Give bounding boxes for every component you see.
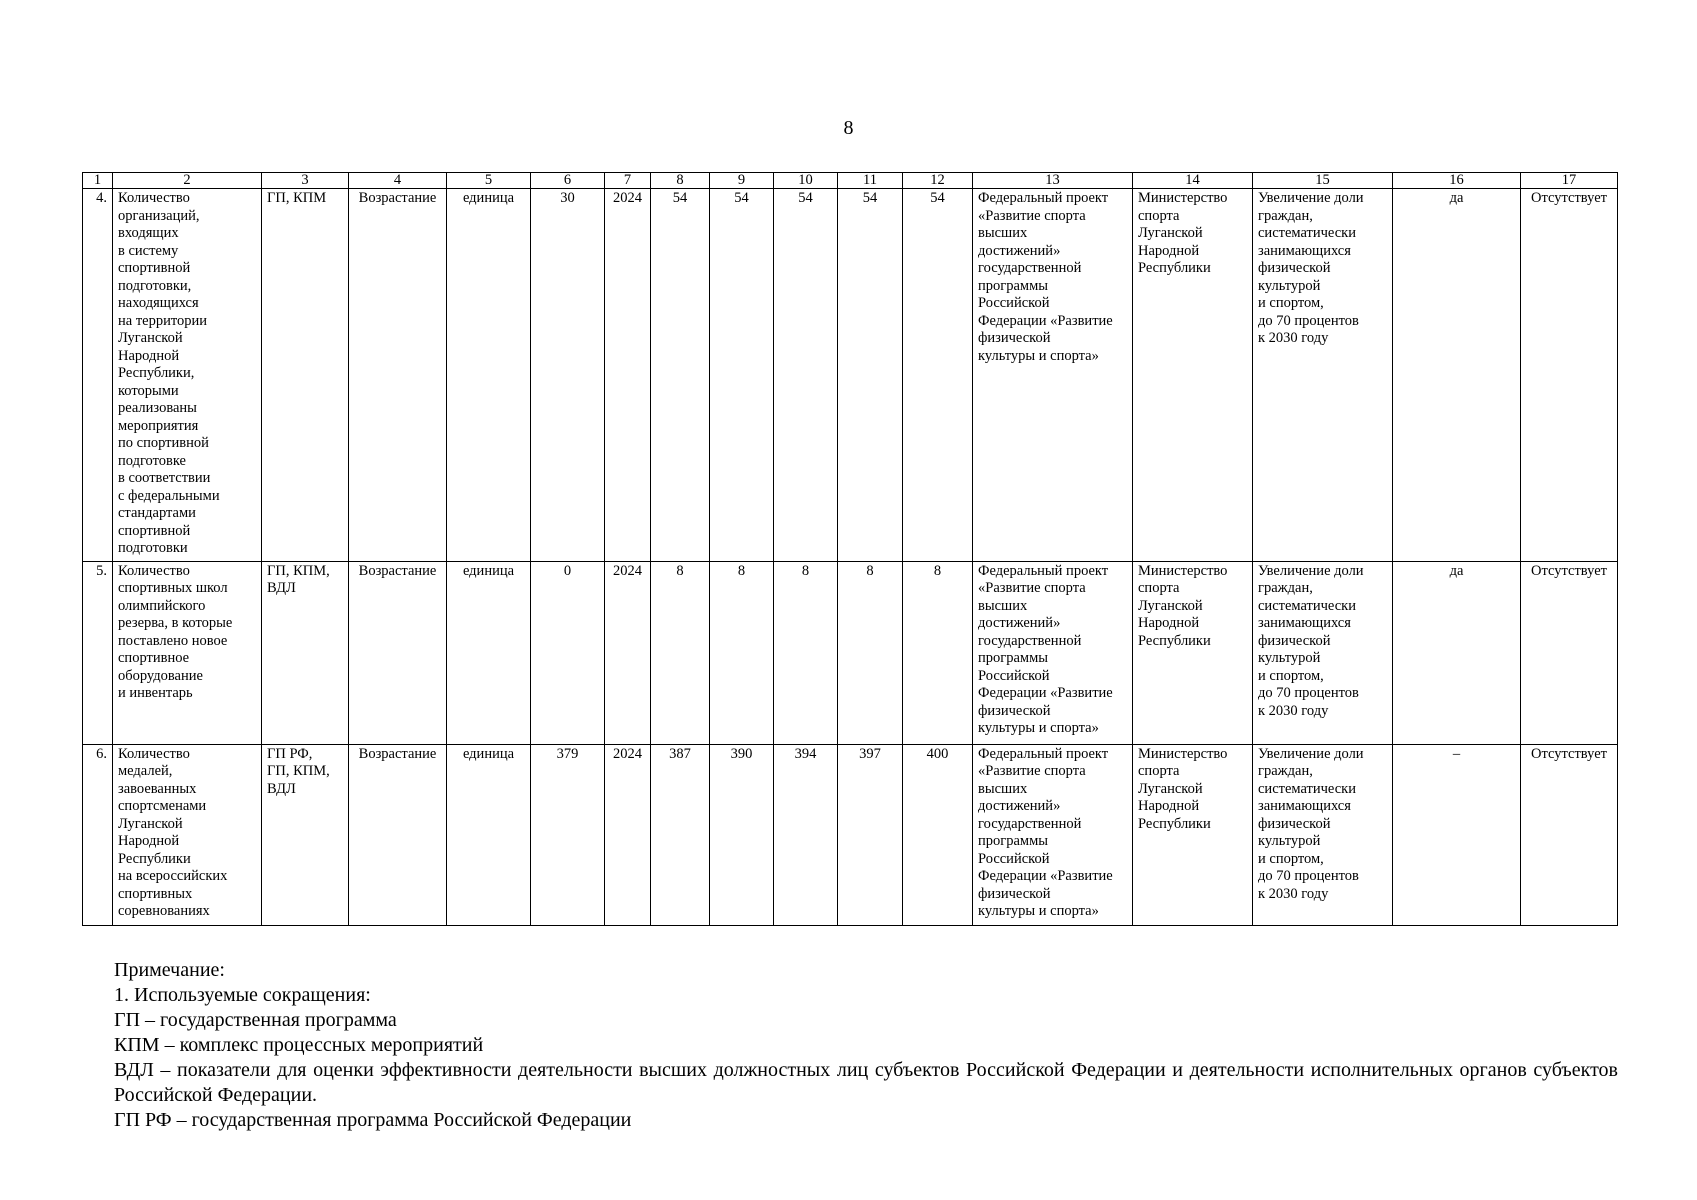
year-value: 54 [774,189,838,562]
base-value: 379 [531,744,605,925]
column-number: 3 [262,173,349,189]
flag-value: да [1393,561,1521,744]
column-number: 7 [605,173,651,189]
base-value: 0 [531,561,605,744]
column-number: 10 [774,173,838,189]
base-year: 2024 [605,189,651,562]
notes-line: ВДЛ – показатели для оценки эффективности деятельности высших должностных лиц субъектов Российской Федерации и деятельности исполнительных органов субъектов Российской Федерации. [114,1059,1618,1106]
notes-title: Примечание: [114,959,225,981]
indicator-level: ГП, КПМ [262,189,349,562]
year-value: 8 [838,561,903,744]
year-value: 54 [903,189,973,562]
indicator-trend: Возрастание [349,744,447,925]
column-number: 1 [83,173,113,189]
unit: единица [447,189,531,562]
column-number: 14 [1133,173,1253,189]
year-value: 8 [774,561,838,744]
year-value: 54 [651,189,710,562]
info-system: Отсутствует [1521,744,1618,925]
national-goal: Увеличение доли граждан, систематически занимающихся физической культурой и спортом, до 70 процентов к 2030 году [1253,744,1393,925]
base-year: 2024 [605,561,651,744]
year-value: 8 [903,561,973,744]
flag-value: – [1393,744,1521,925]
indicator-name: Количество организаций, входящих в систему спортивной подготовки, находящихся на территории Луганской Народной Республики, которыми реализованы мероприятия по спортивной подготовке в соответствии с федеральными стандартами спортивной подготовки [113,189,262,562]
column-number: 5 [447,173,531,189]
year-value: 387 [651,744,710,925]
source-document: Федеральный проект «Развитие спорта высших достижений» государственной программы Российской Федерации «Развитие физической культуры и спорта» [973,189,1133,562]
unit: единица [447,744,531,925]
notes-line: ГП – государственная программа [114,1009,397,1031]
national-goal: Увеличение доли граждан, систематически занимающихся физической культурой и спортом, до 70 процентов к 2030 году [1253,561,1393,744]
column-number: 6 [531,173,605,189]
row-number: 6. [83,744,113,925]
base-year: 2024 [605,744,651,925]
column-number: 4 [349,173,447,189]
table-row [83,744,1618,925]
row-number: 5. [83,561,113,744]
info-system: Отсутствует [1521,561,1618,744]
year-value: 8 [710,561,774,744]
column-number: 13 [973,173,1133,189]
flag-value: да [1393,189,1521,562]
indicator-level: ГП РФ, ГП, КПМ, ВДЛ [262,744,349,925]
column-number: 12 [903,173,973,189]
national-goal: Увеличение доли граждан, систематически занимающихся физической культурой и спортом, до 70 процентов к 2030 году [1253,189,1393,562]
source-document: Федеральный проект «Развитие спорта высших достижений» государственной программы Российской Федерации «Развитие физической культуры и спорта» [973,561,1133,744]
year-value: 54 [838,189,903,562]
column-number: 9 [710,173,774,189]
year-value: 8 [651,561,710,744]
unit: единица [447,561,531,744]
indicator-name: Количество спортивных школ олимпийского резерва, в которые поставлено новое спортивное оборудование и инвентарь [113,561,262,744]
year-value: 400 [903,744,973,925]
year-value: 397 [838,744,903,925]
column-number-row [83,173,1618,189]
column-number: 16 [1393,173,1521,189]
indicator-trend: Возрастание [349,561,447,744]
table-row [83,189,1618,562]
page-number: 8 [843,117,854,139]
responsible-body: Министерство спорта Луганской Народной Республики [1133,744,1253,925]
notes-line: 1. Используемые сокращения: [114,984,371,1006]
year-value: 54 [710,189,774,562]
column-number: 2 [113,173,262,189]
notes-line: КПМ – комплекс процессных мероприятий [114,1034,484,1056]
column-number: 8 [651,173,710,189]
year-value: 390 [710,744,774,925]
indicator-level: ГП, КПМ, ВДЛ [262,561,349,744]
indicator-trend: Возрастание [349,189,447,562]
row-number: 4. [83,189,113,562]
table-row [83,561,1618,744]
notes-line: ГП РФ – государственная программа Российской Федерации [114,1109,632,1131]
column-number: 15 [1253,173,1393,189]
indicators-table [82,172,1618,926]
year-value: 394 [774,744,838,925]
indicator-name: Количество медалей, завоеванных спортсменами Луганской Народной Республики на всероссийских спортивных соревнованиях [113,744,262,925]
column-number: 17 [1521,173,1618,189]
notes-section [114,958,1618,1133]
responsible-body: Министерство спорта Луганской Народной Республики [1133,189,1253,562]
info-system: Отсутствует [1521,189,1618,562]
responsible-body: Министерство спорта Луганской Народной Республики [1133,561,1253,744]
base-value: 30 [531,189,605,562]
source-document: Федеральный проект «Развитие спорта высших достижений» государственной программы Российской Федерации «Развитие физической культуры и спорта» [973,744,1133,925]
column-number: 11 [838,173,903,189]
